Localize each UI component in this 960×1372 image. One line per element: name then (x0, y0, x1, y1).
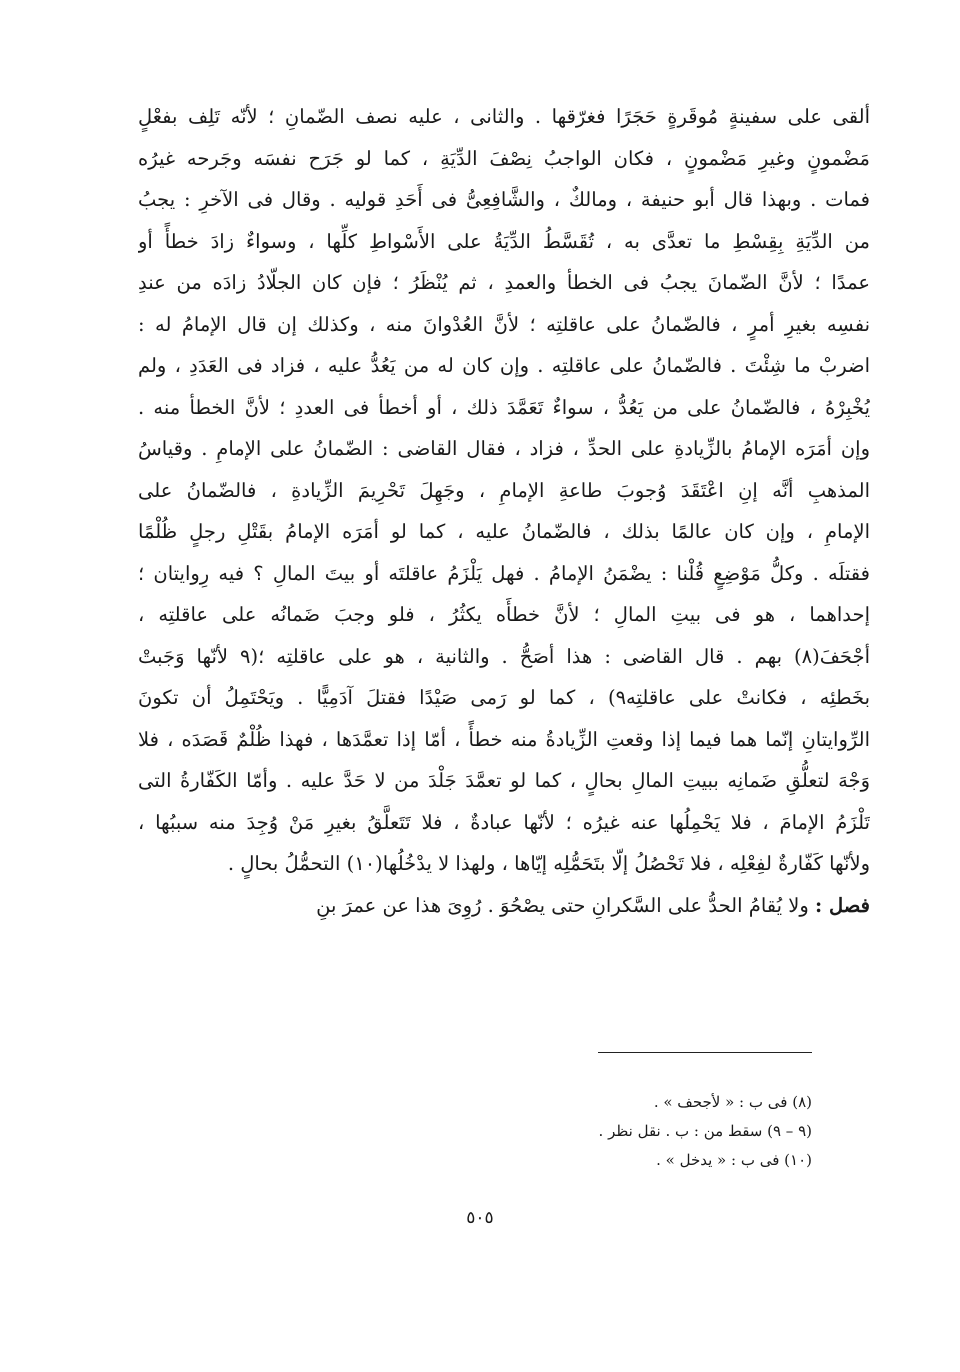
footnote-9: (٩ – ٩) سقط من : ب . نقل نظر . (598, 1122, 812, 1140)
text-line: اضربْ ما شِئْتَ . فالضّمانُ على عاقلتِه . وإن كان له من يَعُدُّ عليه ، فزاد فى العَدَدِ ، ولم (138, 354, 870, 377)
footnote-8: (٨) فى ب : « لأجحف » . (653, 1093, 812, 1111)
text-line: عمدًا ؛ لأنَّ الضّمانَ يجبُ فى الخطأ والعمدِ ، ثم يُنْظَرُ ؛ فإن كان الجلّادُ زادَه من عندِ (138, 271, 870, 294)
text-line: إحداهما ، هو فى بيتِ المالِ ؛ لأنَّ خطأَه يكثُرُ ، فلو وجبَ ضَمانُه على عاقلتِه ، (138, 603, 870, 626)
text-line: من الدِّيَةِ بِقِسْطِ ما تعدَّى به ، تُقَسَّطُ الدِّيَةُ على الأَسْواطِ كلِّها ، وسواءٌ زادَ خطأً أو (138, 229, 870, 253)
text-line: المذهبِ أنَّه إنِ اعْتَقَدَ وُجوبَ طاعةِ الإمامِ ، وجَهِلَ تَحْرِيمَ الزِّيادةِ ، فالضّمانُ على (138, 478, 870, 502)
main-text-block (138, 96, 870, 926)
text-line: وإن أمَرَه الإمامُ بالزِّيادةِ على الحدِّ ، فزاد ، فقال القاضى : الضّمانُ على الإمامِ . وقياسُ (138, 437, 870, 460)
section-heading: فصل : (815, 893, 870, 917)
text-line: الإمامِ ، وإن كان عالمًا بذلك ، فالضّمانُ عليه ، كما لو أمَرَه الإمامُ بقَتْلِ رجلٍ ظُلْمًا (138, 520, 870, 543)
text-line: وَجْهَ لتعلُّقِ ضَمانِه ببيتِ المالِ بحالٍ ، كما لو تعمَّدَ جَلْدَ من لا حَدَّ عليه . وأمّا الكَفّارةُ التى (138, 769, 870, 792)
text-line: تَلْزَمُ الإمامَ ، فلا يَحْمِلُها عنه غيرُه ؛ لأنّها عبادةٌ ، فلا تَتَعلَّقُ بغيرِ مَنْ وُجِدَ منه سببُها ، (138, 810, 870, 834)
text-line: فمات . وبهذا قال أبو حنيفة ، ومالكٌ ، والشَّافِعِىُّ فى أَحَدِ قوليه . وقال فى الآخرِ : يجبُ (138, 188, 870, 211)
text-line: فقتلَه . وكلُّ مَوْضِعٍ قُلْنا : يضْمَنُ الإمامُ . فهل يَلْزَمُ عاقلتَه أو بيتَ المالِ ؟ فيه رِوايتان ؛ (138, 561, 870, 585)
text-line: بخَطئِه ، فكانتْ على عاقلتِه٩) ، كما لو رَمى صَيْدًا فقتلَ آدَمِيًّا . ويَحْتَمِلُ أن تكونَ (138, 686, 870, 709)
footnote-divider (598, 1052, 812, 1053)
text-line: يُخْبِرْهُ ، فالضّمانُ على من يَعُدُّ ، سواءٌ تَعَمَّدَ ذلك ، أو أخطأ فى العددِ ؛ لأنَّ الخطأ منه . (138, 395, 870, 419)
page-number: ٥٠٥ (466, 1208, 494, 1228)
text-line: مَضْمونٍ وغيرِ مَضْمونٍ ، فكان الواجبُ نِصْفَ الدِّيَةِ ، كما لو جَرَح نفسَه وجَرحه غيرُه (138, 146, 870, 170)
text-line: أجْحَفَ(٨) بهم . قال القاضى : هذا أصَحُّ . والثانية ، هو على عاقلتِه ؛(٩ لأنّها وَجَبتْ (138, 644, 870, 668)
text-line: ألقى على سفينةٍ مُوقَرةٍ حَجَرًا فغرّقها . والثانى ، عليه نصف الضّمانِ ؛ لأنّه تَلِف بفعْلٍ (138, 105, 870, 128)
footnotes-block (460, 1088, 812, 1175)
footnote-10: (١٠) فى ب : « يدخل » . (656, 1151, 812, 1169)
text-line: نفسِه بغيرِ أمرٍ ، فالضّمانُ على عاقلتِه ؛ لأنَّ العُدْوانَ منه ، وكذلك إن قال الإمامُ له : (138, 312, 870, 336)
section-text: ولا يُقامُ الحدُّ على السَّكرانِ حتى يصْحُوَ . رُوِىَ هذا عن عمرَ بنِ (316, 893, 809, 917)
text-line: الرِّوايتانِ إنّما هما فيما إذا وقعتِ الزِّيادةُ منه خطأً ، أمّا إذا تعمَّدَها ، فهذا ظُلْمٌ قَصَدَه ، فلا (138, 727, 870, 751)
text-line: ولأنّها كَفّارةٌ لفِعْلِه ، فلا تَحْصُلُ إلّا بتَحَمُّلِه إيّاها ، ولهذا لا يدْخُلُها(١٠) التحمُّلُ بحالٍ . (227, 852, 870, 875)
section-line (138, 885, 870, 927)
